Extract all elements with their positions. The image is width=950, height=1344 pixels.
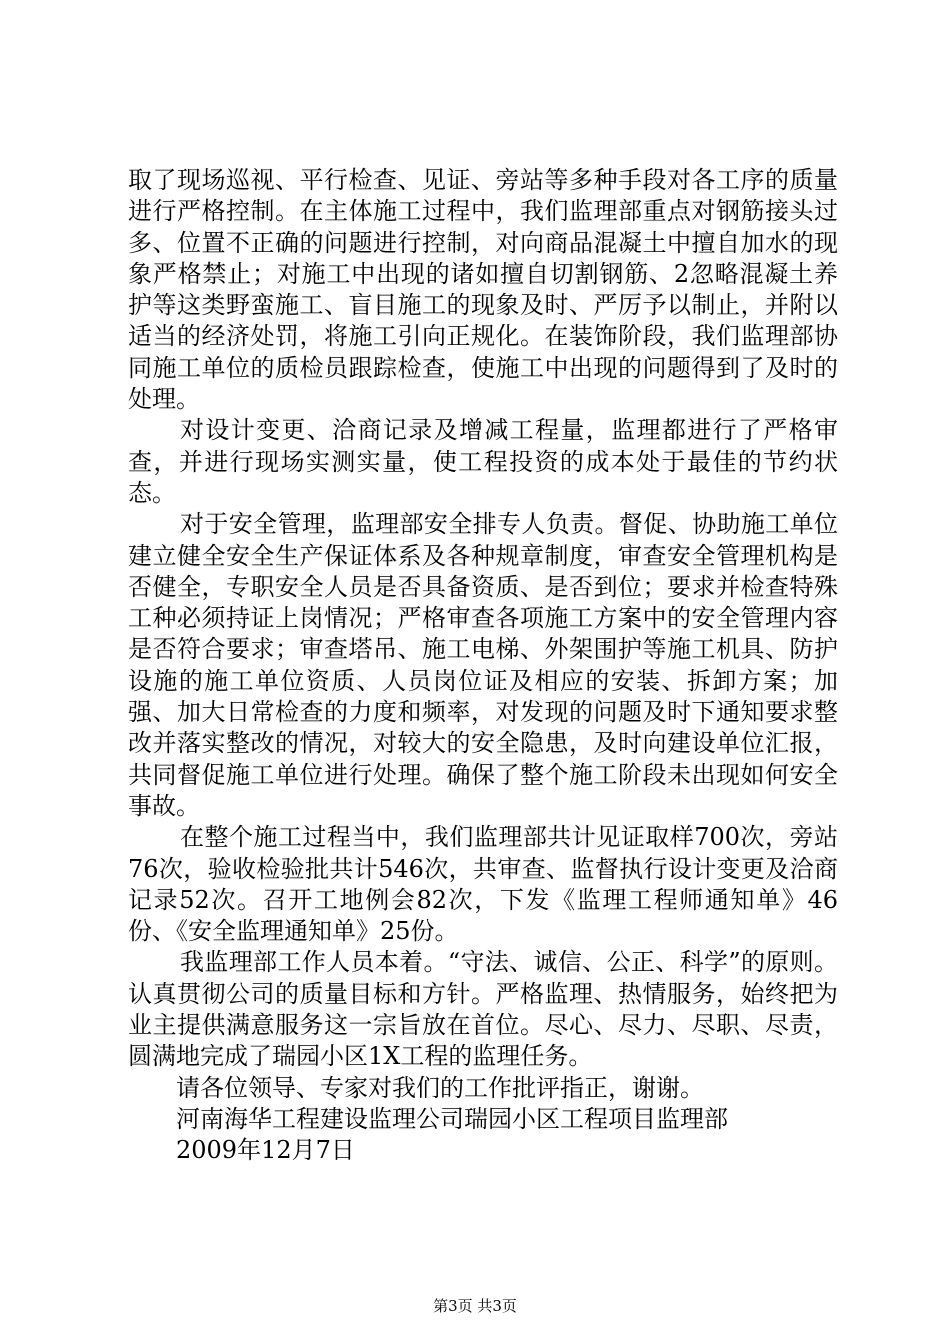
paragraph-design-changes: 对设计变更、洽商记录及增减工程量，监理都进行了严格审查，并进行现场实测实量，使工程投资的成本处于最佳的节约状态。 [128, 416, 838, 507]
signature-date: 2009年12月7日 [176, 1136, 355, 1165]
closing-remark: 请各位领导、专家对我们的工作批评指正，谢谢。 [176, 1073, 704, 1102]
paragraph-statistics: 在整个施工过程当中，我们监理部共计见证取样700次，旁站76次，验收检验批共计546次，共审查、监督执行设计变更及洽商记录52次。召开工地例会82次，下发《监理工程师通知单》46份、《安全监理通知单》25份。 [128, 823, 838, 946]
document-body [128, 165, 838, 1167]
page-number: 第3页 共3页 [433, 1297, 517, 1315]
paragraph-principles: 我监理部工作人员本着。“守法、诚信、公正、科学”的原则。认真贯彻公司的质量目标和方针。严格监理、热情服务，始终把为业主提供满意服务这一宗旨放在首位。尽心、尽力、尽职、尽责，圆满地完成了瑞园小区1X工程的监理任务。 [128, 948, 838, 1071]
signature-organization: 河南海华工程建设监理公司瑞园小区工程项目监理部 [176, 1104, 728, 1133]
page-footer [0, 1295, 950, 1316]
paragraph-quality-control: 取了现场巡视、平行检查、见证、旁站等多种手段对各工序的质量进行严格控制。在主体施工过程中，我们监理部重点对钢筋接头过多、位置不正确的问题进行控制，对向商品混凝土中擅自加水的现象严格禁止；对施工中出现的诸如擅自切割钢筋、2忽略混凝土养护等这类野蛮施工、盲目施工的现象及时、严厉予以制止，并附以适当的经济处罚，将施工引向正规化。在装饰阶段，我们监理部协同施工单位的质检员跟踪检查，使施工中出现的问题得到了及时的处理。 [128, 166, 838, 414]
paragraph-safety-management: 对于安全管理，监理部安全排专人负责。督促、协助施工单位建立健全安全生产保证体系及各种规章制度，审查安全管理机构是否健全，专职安全人员是否具备资质、是否到位；要求并检查特殊工种必须持证上岗情况；严格审查各项施工方案中的安全管理内容是否符合要求；审查塔吊、施工电梯、外架围护等施工机具、防护设施的施工单位资质、人员岗位证及相应的安装、拆卸方案；加强、加大日常检查的力度和频率，对发现的问题及时下通知要求整改并落实整改的情况，对较大的安全隐患，及时向建设单位汇报，共同督促施工单位进行处理。确保了整个施工阶段未出现如何安全事故。 [128, 510, 838, 820]
